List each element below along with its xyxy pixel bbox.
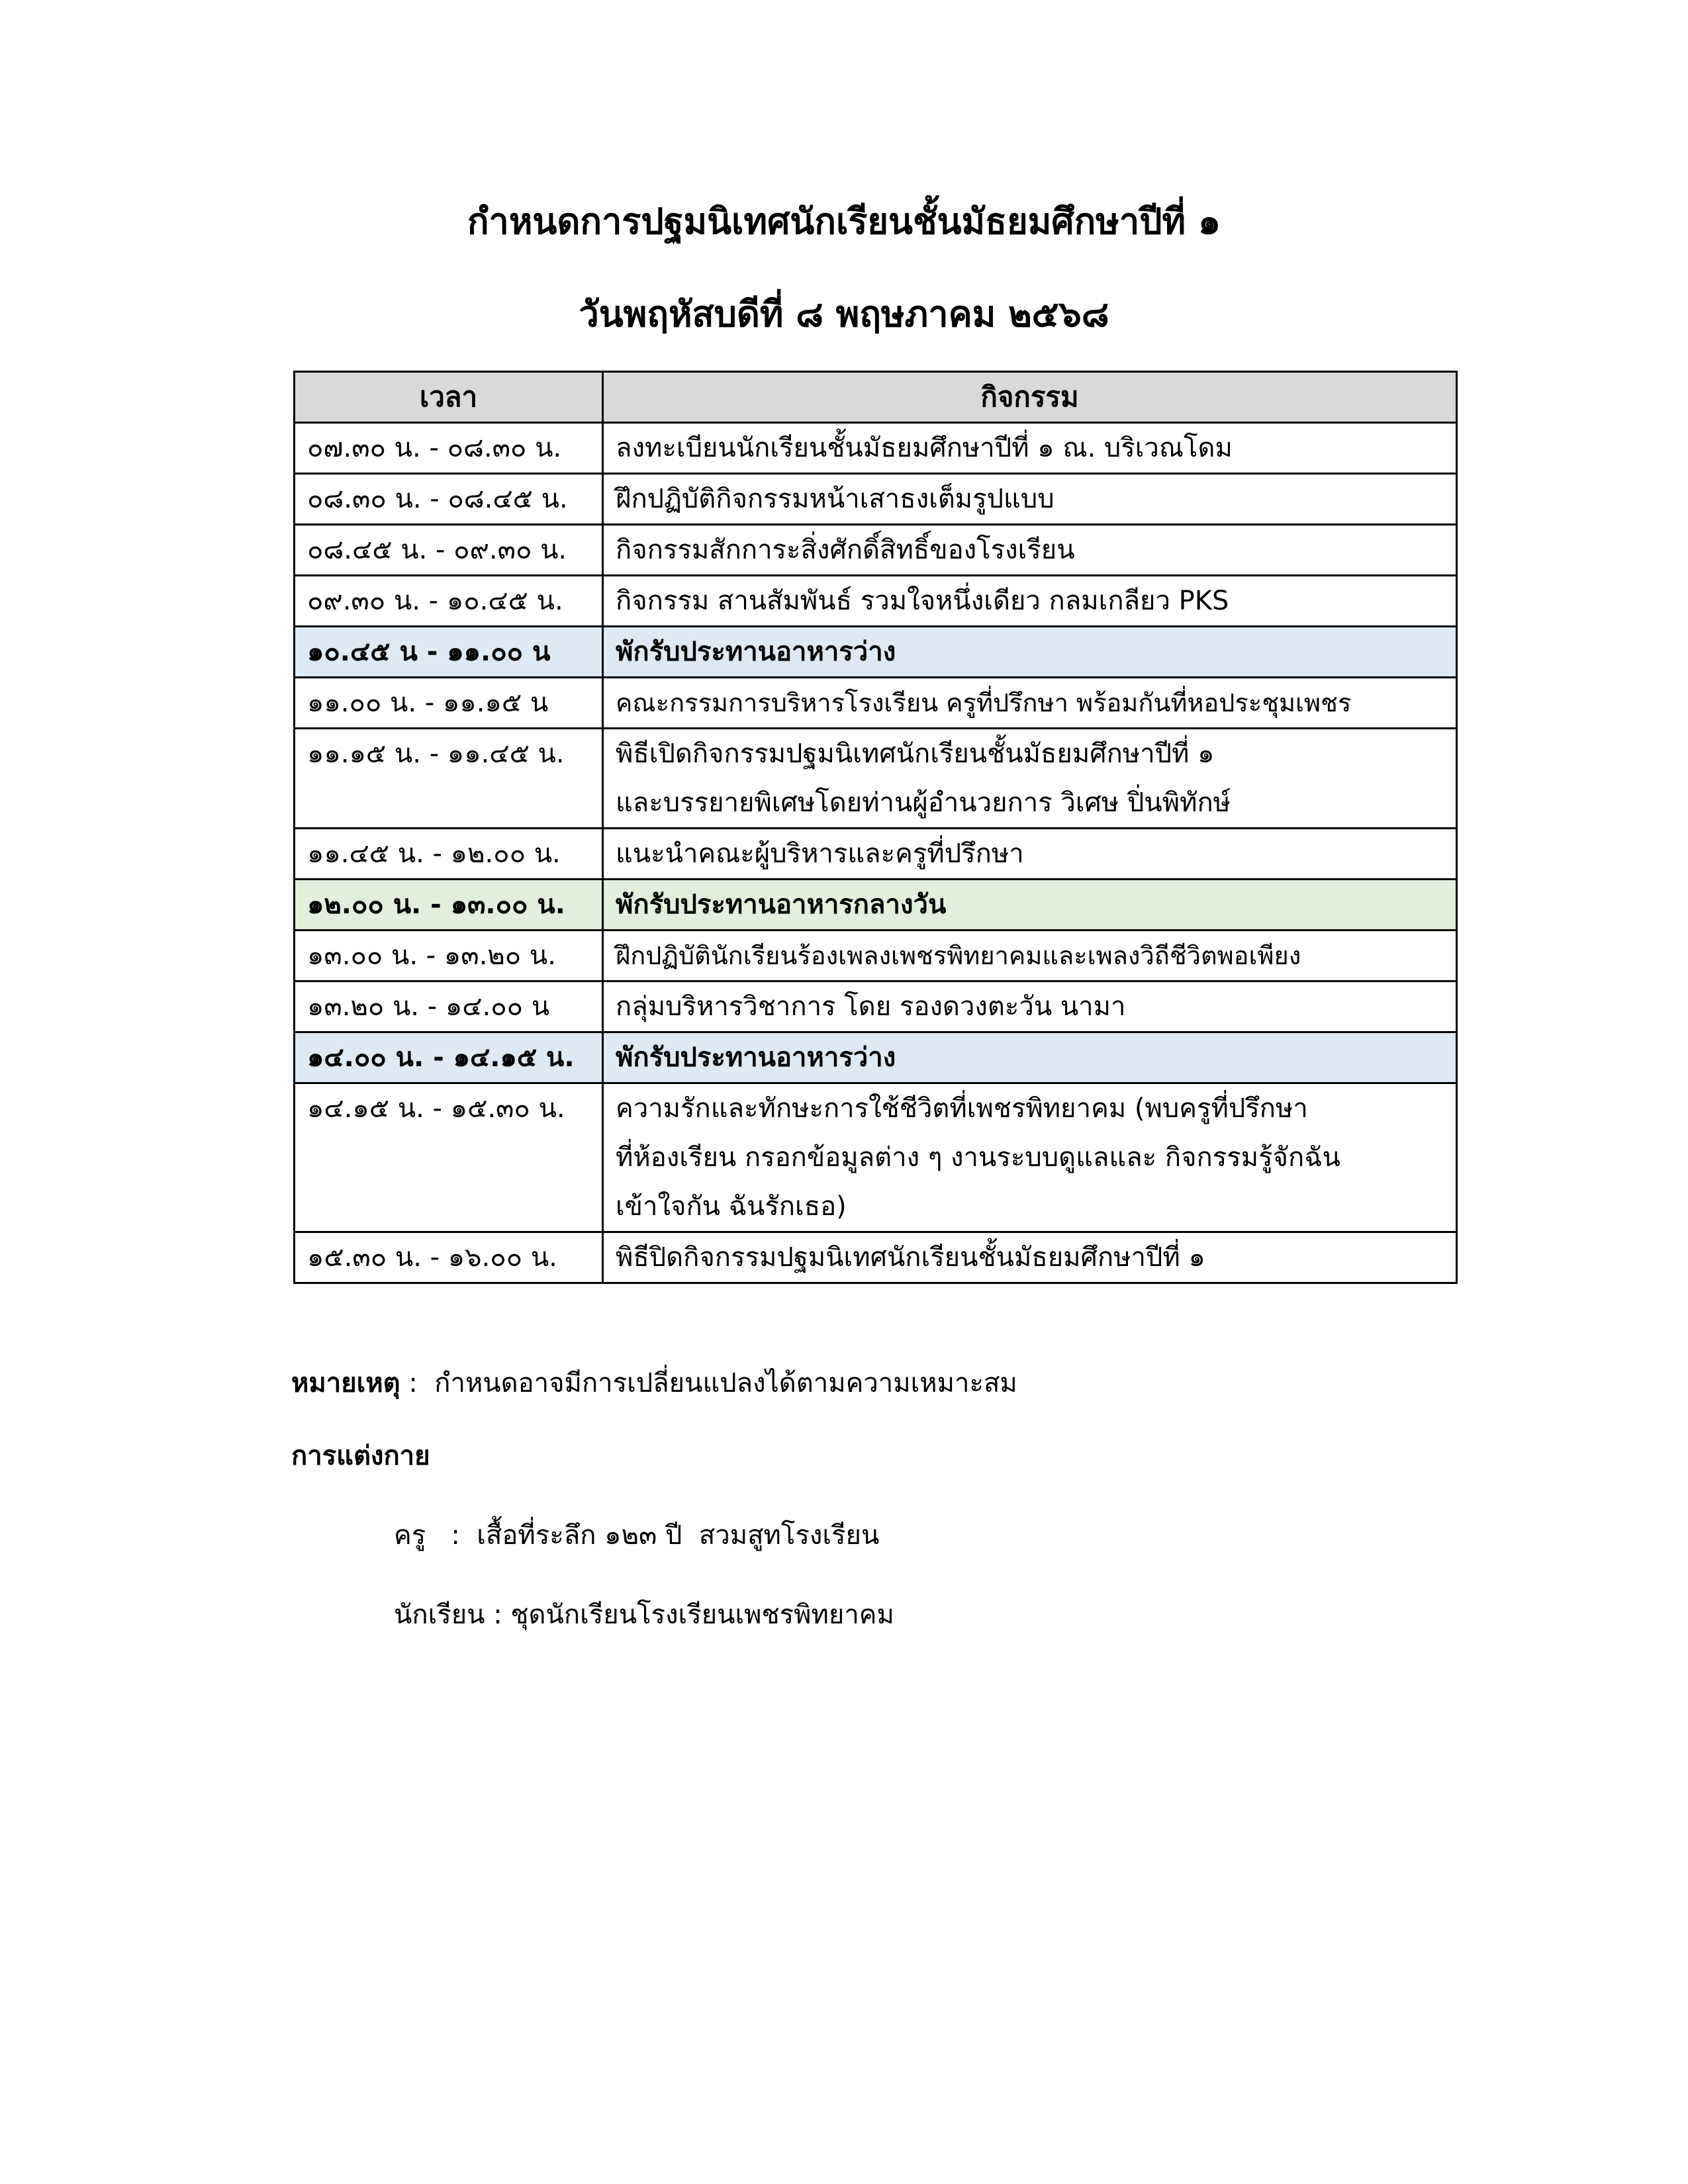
activity-cell	[603, 474, 1457, 525]
time-cell: ๑๒.๐๐ น. - ๑๓.๐๐ น.	[295, 880, 603, 931]
time-cell: ๑๔.๐๐ น. - ๑๔.๑๕ น.	[295, 1032, 603, 1083]
activity-text: และบรรยายพิเศษโดยท่านผู้อำนวยการ วิเศษ ปิ่นพิทักษ์	[616, 788, 1231, 818]
time-cell: ๑๓.๐๐ น. - ๑๓.๒๐ น.	[295, 931, 603, 981]
time-cell: ๐๘.๓๐ น. - ๐๘.๔๕ น.	[295, 474, 603, 525]
activity-text: พิธีปิดกิจกรรมปฐมนิเทศนักเรียนชั้นมัธยมศึกษาปีที่ ๑	[616, 1242, 1205, 1273]
table-row	[295, 829, 1457, 880]
activity-text: พิธีเปิดกิจกรรมปฐมนิเทศนักเรียนชั้นมัธยมศึกษาปีที่ ๑	[616, 739, 1215, 769]
activity-cell	[603, 525, 1457, 576]
activity-text: กิจกรรมสักการะสิ่งศักดิ์สิทธิ์ของโรงเรียน	[616, 535, 1075, 565]
activity-cell	[603, 729, 1457, 829]
table-row	[295, 423, 1457, 474]
table-row	[295, 729, 1457, 829]
table-row	[295, 474, 1457, 525]
note-label: หมายเหตุ	[291, 1368, 400, 1398]
schedule-table	[293, 371, 1458, 1284]
activity-cell	[603, 1232, 1457, 1283]
note-text: กำหนดอาจมีการเปลี่ยนแปลงได้ตามความเหมาะสม	[434, 1368, 1017, 1398]
activity-text: เข้าใจกัน ฉันรักเธอ)	[616, 1191, 847, 1222]
note	[291, 1360, 1017, 1406]
activity-text: พักรับประทานอาหารกลางวัน	[616, 889, 947, 920]
dress-code-title: การแต่งกาย	[291, 1441, 430, 1471]
table-row	[295, 1232, 1457, 1283]
break-row	[295, 1032, 1457, 1083]
activity-text: แนะนำคณะผู้บริหารและครูที่ปรึกษา	[616, 839, 1024, 869]
time-cell: ๐๙.๓๐ น. - ๑๐.๔๕ น.	[295, 576, 603, 627]
table-row	[295, 1083, 1457, 1232]
note-separator: :	[400, 1368, 435, 1398]
activity-cell	[603, 981, 1457, 1032]
dress-code-teacher: ครู : เสื้อที่ระลึก ๑๒๓ ปี สวมสูทโรงเรียน	[394, 1520, 880, 1551]
time-cell: ๑๑.๐๐ น. - ๑๑.๑๕ น	[295, 678, 603, 729]
activity-cell	[603, 627, 1457, 678]
activity-cell	[603, 880, 1457, 931]
activity-cell	[603, 576, 1457, 627]
table-header-row	[295, 372, 1457, 423]
header-time: เวลา	[295, 372, 603, 423]
document-title: กำหนดการปฐมนิเทศนักเรียนชั้นมัธยมศึกษาปีที่ ๑	[467, 201, 1221, 242]
activity-text: พักรับประทานอาหารว่าง	[616, 1042, 896, 1073]
time-cell: ๑๔.๑๕ น. - ๑๕.๓๐ น.	[295, 1083, 603, 1232]
activity-cell	[603, 1032, 1457, 1083]
activity-cell	[603, 423, 1457, 474]
time-cell: ๑๐.๔๕ น - ๑๑.๐๐ น	[295, 627, 603, 678]
time-cell: ๐๗.๓๐ น. - ๐๘.๓๐ น.	[295, 423, 603, 474]
time-cell: ๑๓.๒๐ น. - ๑๔.๐๐ น	[295, 981, 603, 1032]
activity-cell	[603, 829, 1457, 880]
activity-text: ลงทะเบียนนักเรียนชั้นมัธยมศึกษาปีที่ ๑ ณ. บริเวณโดม	[616, 433, 1233, 463]
table-row	[295, 678, 1457, 729]
activity-text: ฝึกปฏิบัตินักเรียนร้องเพลงเพชรพิทยาคมและเพลงวิถีชีวิตพอเพียง	[616, 941, 1301, 970]
activity-text: ความรักและทักษะการใช้ชีวิตที่เพชรพิทยาคม (พบครูที่ปรึกษา	[616, 1093, 1308, 1124]
activity-text: ที่ห้องเรียน กรอกข้อมูลต่าง ๆ งานระบบดูแลและ กิจกรรมรู้จักฉัน	[616, 1142, 1340, 1173]
table-row	[295, 981, 1457, 1032]
activity-cell	[603, 931, 1457, 981]
activity-text: กิจกรรม สานสัมพันธ์ รวมใจหนึ่งเดียว กลมเกลียว PKS	[616, 586, 1229, 616]
activity-cell	[603, 1083, 1457, 1232]
dress-code-student: นักเรียน : ชุดนักเรียนโรงเรียนเพชรพิทยาคม	[394, 1600, 894, 1630]
activity-text: คณะกรรมการบริหารโรงเรียน ครูที่ปรึกษา พร้อมกันที่หอประชุมเพชร	[616, 688, 1352, 717]
time-cell: ๑๕.๓๐ น. - ๑๖.๐๐ น.	[295, 1232, 603, 1283]
time-cell: ๐๘.๔๕ น. - ๐๙.๓๐ น.	[295, 525, 603, 576]
lunch-break-row	[295, 880, 1457, 931]
table-row	[295, 931, 1457, 981]
break-row	[295, 627, 1457, 678]
time-cell: ๑๑.๔๕ น. - ๑๒.๐๐ น.	[295, 829, 603, 880]
header-activity: กิจกรรม	[603, 372, 1457, 423]
activity-text: พักรับประทานอาหารว่าง	[616, 637, 896, 667]
time-cell: ๑๑.๑๕ น. - ๑๑.๔๕ น.	[295, 729, 603, 829]
activity-text: กลุ่มบริหารวิชาการ โดย รองดวงตะวัน นามา	[616, 991, 1126, 1022]
activity-text: ฝึกปฏิบัติกิจกรรมหน้าเสาธงเต็มรูปแบบ	[616, 484, 1055, 514]
table-row	[295, 525, 1457, 576]
document-date: วันพฤหัสบดีที่ ๘ พฤษภาคม ๒๕๖๘	[579, 293, 1109, 335]
activity-cell	[603, 678, 1457, 729]
table-row	[295, 576, 1457, 627]
